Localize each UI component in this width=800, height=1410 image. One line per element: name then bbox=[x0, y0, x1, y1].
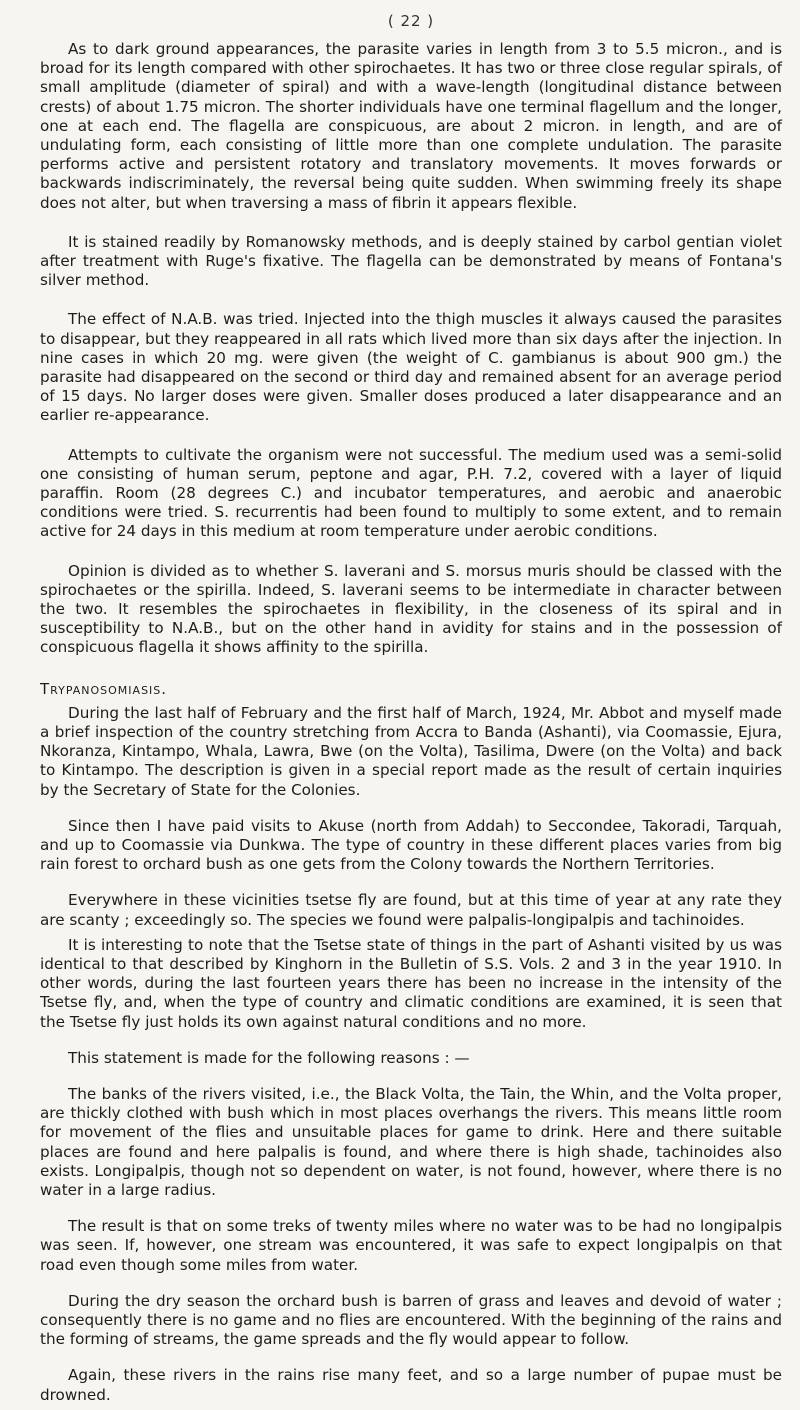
paragraph-nab-effect: The effect of N.A.B. was tried. Injected into the thigh muscles it always caused the parasites to disappear, but they reappeared in all rats which lived more than six days after the injection. In nine cases in which 20 mg. were given (the weight of C. gambianus is about 900 gm.) the parasite had disappeared on the second or third day and remained absent for an average period of 15 days. No larger doses were given. Smaller doses produced a later disappearance and an earlier re-appearance. bbox=[40, 310, 782, 425]
paragraph-staining: It is stained readily by Romanowsky methods, and is deeply stained by carbol gentian violet after treatment with Ruge's fixative. The flagella can be demonstrated by means of Fontana's silver method. bbox=[40, 232, 782, 290]
paragraph-cultivation: Attempts to cultivate the organism were not successful. The medium used was a semi-solid one consisting of human serum, peptone and agar, P.H. 7.2, covered with a layer of liquid paraffin. Room (28 degrees C.) and incubator temperatures, and aerobic and anaerobic conditions were tried. S. recurrentis had been found to multiply to some extent, and to remain active for 24 days in this medium at room temperature under aerobic conditions. bbox=[40, 445, 782, 541]
paragraph-tsetse-state: It is interesting to note that the Tsetse state of things in the part of Ashanti visited by us was identical to that described by Kinghorn in the Bulletin of S.S. Vols. 2 and 3 in the year 1910. In other words, during the last fourteen years there has been no increase in the intensity of the Tsetse fly, and, when the type of country and climatic conditions are examined, it is seen that the Tsetse fly just holds its own against natural conditions and no more. bbox=[40, 935, 782, 1031]
paragraph-treks: The result is that on some treks of twenty miles where no water was to be had no longipalpis was seen. If, however, one stream was encountered, it was safe to expect longipalpis on that road even though some miles from water. bbox=[40, 1217, 782, 1274]
paragraph-tsetse-found: Everywhere in these vicinities tsetse fly are found, but at this time of year at any rate they are scanty ; exceedingly so. The species we found were palpalis-longipalpis and tachinoides. bbox=[40, 891, 782, 929]
section-heading-trypanosomiasis: Trypanosomiasis. bbox=[40, 679, 168, 698]
document-page bbox=[40, 12, 782, 1405]
paragraph-dry-season: During the dry season the orchard bush is barren of grass and leaves and devoid of water ; consequently there is no game and no flies are encountered. With the beginning of the rains and the forming of streams, the game spreads and the fly would appear to follow. bbox=[40, 1291, 782, 1349]
page-number: ( 22 ) bbox=[387, 12, 435, 30]
paragraph-rains: Again, these rivers in the rains rise many feet, and so a large number of pupae must be drowned. bbox=[40, 1366, 782, 1404]
paragraph-river-banks: The banks of the rivers visited, i.e., the Black Volta, the Tain, the Whin, and the Volta proper, are thickly clothed with bush which in most places overhangs the rivers. This means little room for movement of the flies and unsuitable places for game to drink. Here and there suitable places are found and here palpalis is found, and where there is high shade, tachinoides also exists. Longipalpis, though not so dependent on water, is not found, however, where there is no water in a large radius. bbox=[40, 1084, 782, 1199]
paragraph-inspection: During the last half of February and the first half of March, 1924, Mr. Abbot and myself made a brief inspection of the country stretching from Accra to Banda (Ashanti), via Coomassie, Ejura, Nkoranza, Kintampo, Whala, Lawra, Bwe (on the Volta), Tasilima, Dwere (on the Volta) and back to Kintampo. The description is given in a special report made as the result of certain inquiries by the Secretary of State for the Colonies. bbox=[40, 703, 782, 799]
paragraph-reasons-intro: This statement is made for the following reasons : — bbox=[68, 1048, 470, 1067]
paragraph-classification: Opinion is divided as to whether S. laverani and S. morsus muris should be classed with the spirochaetes or the spirilla. Indeed, S. laverani seems to be intermediate in character between the two. It resembles the spirochaetes in flexibility, in the closeness of its spiral and in susceptibility to N.A.B., but on the other hand in avidity for stains and in the possession of conspicuous flagella it shows affinity to the spirilla. bbox=[40, 561, 782, 657]
paragraph-visits: Since then I have paid visits to Akuse (north from Addah) to Seccondee, Takoradi, Tarquah, and up to Coomassie via Dunkwa. The type of country in these different places varies from big rain forest to orchard bush as one gets from the Colony towards the Northern Territories. bbox=[40, 816, 782, 874]
paragraph-dark-ground: As to dark ground appearances, the parasite varies in length from 3 to 5.5 micron., and is broad for its length compared with other spirochaetes. It has two or three close regular spirals, of small amplitude (diameter of spiral) and with a wave-length (longitudinal distance between crests) of about 1.75 micron. The shorter individuals have one terminal flagellum and the longer, one at each end. The flagella are conspicuous, are about 2 micron. in length, and are of undulating form, each consisting of little more than one complete undulation. The parasite performs active and persistent rotatory and translatory movements. It moves forwards or backwards indiscriminately, the reversal being quite sudden. When swimming freely its shape does not alter, but when traversing a mass of fibrin it appears flexible. bbox=[40, 40, 783, 212]
